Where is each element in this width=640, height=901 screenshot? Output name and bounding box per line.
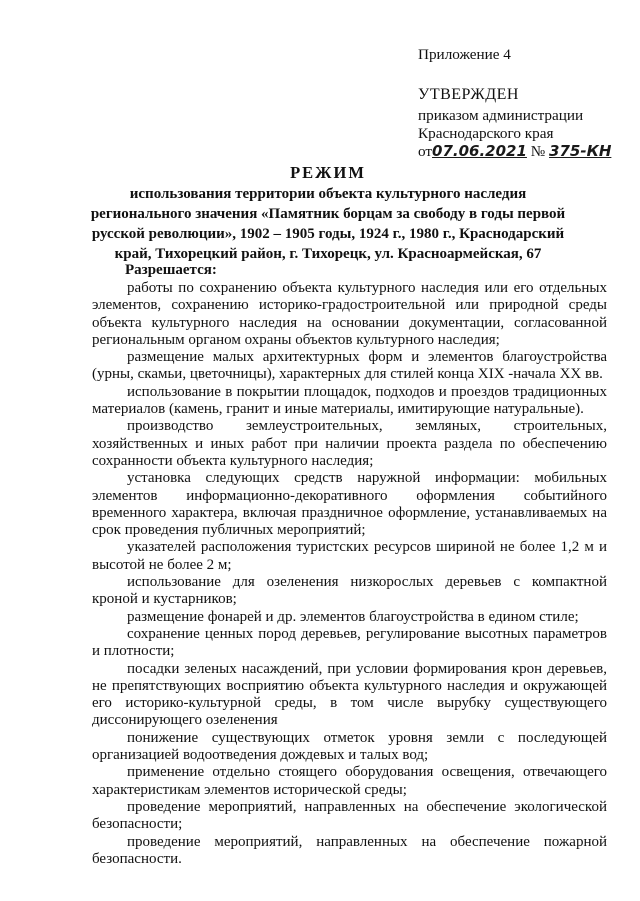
list-item bbox=[92, 349, 607, 384]
list-item bbox=[92, 834, 607, 869]
number-sign: № bbox=[530, 143, 546, 160]
text-line: объекта культурного наследия на основании документации, согласованной bbox=[92, 314, 607, 331]
text-line: безопасности. bbox=[92, 850, 182, 867]
order-line-1: приказом администрации bbox=[418, 107, 584, 124]
list-item bbox=[92, 799, 607, 834]
text-line: применение отдельно стоящего оборудования освещения, отвечающего bbox=[127, 764, 607, 781]
list-item bbox=[92, 470, 607, 539]
date-prefix: от bbox=[418, 143, 433, 160]
list-item bbox=[92, 280, 607, 349]
text-line: и плотности; bbox=[92, 643, 175, 660]
handwritten-number: 375-КН bbox=[549, 142, 612, 160]
subtitle-line: русской революции», 1902 – 1905 годы, 1924 г., 1980 г., Краснодарский bbox=[91, 226, 565, 242]
text-line: производство землеустроительных, земляных, строительных, bbox=[127, 418, 607, 435]
text-line: проведение мероприятий, направленных на обеспечение пожарной bbox=[127, 833, 607, 850]
text-line: срок проведения публичных мероприятий; bbox=[92, 522, 366, 539]
list-item bbox=[92, 384, 607, 419]
list-item bbox=[92, 539, 607, 574]
list-item bbox=[92, 764, 607, 799]
text-line: использование в покрытии площадок, подходов и проездов традиционных bbox=[127, 383, 607, 400]
approved-label: УТВЕРЖДЕН bbox=[418, 86, 519, 103]
text-line: элементов информационно-декоративного оформления событийного bbox=[92, 487, 607, 504]
text-line: кроной и кустарников; bbox=[92, 591, 237, 608]
subtitle-line: использования территории объекта культурного наследия bbox=[129, 186, 527, 202]
text-line: размещение малых архитектурных форм и элементов благоустройства bbox=[127, 349, 607, 366]
text-line: безопасности; bbox=[92, 816, 183, 833]
list-item bbox=[92, 609, 607, 626]
text-line: элементов, сохранению историко-градостроительной или природной среды bbox=[92, 297, 607, 314]
text-line: временного характера, включая праздничное оформление, устанавливаемых на bbox=[92, 504, 607, 521]
text-line: работы по сохранению объекта культурного наследия или его отдельных bbox=[127, 280, 607, 296]
text-line: материалов (камень, гранит и иные материалы, имитирующие натуральные). bbox=[92, 401, 584, 418]
text-line: характеристикам элементов исторической среды; bbox=[92, 781, 407, 798]
text-line: сохранение ценных пород деревьев, регулирование высотных параметров bbox=[127, 625, 607, 642]
list-item bbox=[92, 626, 607, 661]
document-title-block bbox=[78, 163, 578, 264]
document-title: РЕЖИМ bbox=[290, 163, 366, 182]
text-line: понижение существующих отметок уровня земли с последующей bbox=[127, 729, 607, 746]
list-item bbox=[92, 661, 607, 730]
text-line: проведение мероприятий, направленных на обеспечение экологической bbox=[127, 798, 607, 815]
text-line: (урны, скамьи, цветочницы), характерных для стилей конца XIX -начала XX вв. bbox=[92, 366, 603, 383]
list-item bbox=[92, 574, 607, 609]
text-line: установка следующих средств наружной информации: мобильных bbox=[127, 470, 607, 487]
subtitle-line: регионального значения «Памятник борцам за свободу в годы первой bbox=[90, 206, 566, 222]
text-line: использование для озеленения низкорослых деревьев с компактной bbox=[127, 574, 607, 591]
section-heading: Разрешается: bbox=[125, 262, 217, 278]
order-line-2: Краснодарского края bbox=[418, 125, 554, 142]
text-line: размещение фонарей и др. элементов благоустройства в едином стиле; bbox=[127, 608, 579, 625]
text-line: региональным органом охраны объектов культурного наследия; bbox=[92, 331, 500, 348]
appendix-label: Приложение 4 bbox=[418, 46, 511, 63]
text-line: указателей расположения туристских ресурсов шириной не более 1,2 м и bbox=[127, 539, 607, 556]
text-line: хозяйственных и иных работ при наличии проекта раздела по обеспечению bbox=[92, 435, 607, 452]
list-item bbox=[92, 418, 607, 470]
handwritten-date: 07.06.2021 bbox=[432, 142, 527, 160]
text-line: организацией водоотведения дождевых и талых вод; bbox=[92, 747, 429, 764]
text-line: сохранности объекта культурного наследия; bbox=[92, 452, 374, 469]
text-line: диссонирующего озеленения bbox=[92, 712, 278, 729]
subtitle-line: край, Тихорецкий район, г. Тихорецк, ул. Красноармейская, 67 bbox=[114, 246, 542, 262]
list-item bbox=[92, 730, 607, 765]
text-line: высотой не более 2 м; bbox=[92, 556, 232, 573]
order-date-number-line bbox=[418, 142, 611, 161]
document-body bbox=[92, 280, 607, 868]
text-line: его историко-культурной среды, в том числе вырубку существующего bbox=[92, 695, 607, 712]
text-line: не препятствующих восприятию объекта культурного наследия и окружающей bbox=[92, 677, 607, 694]
text-line: посадки зеленых насаждений, при условии формирования крон деревьев, bbox=[127, 660, 607, 677]
